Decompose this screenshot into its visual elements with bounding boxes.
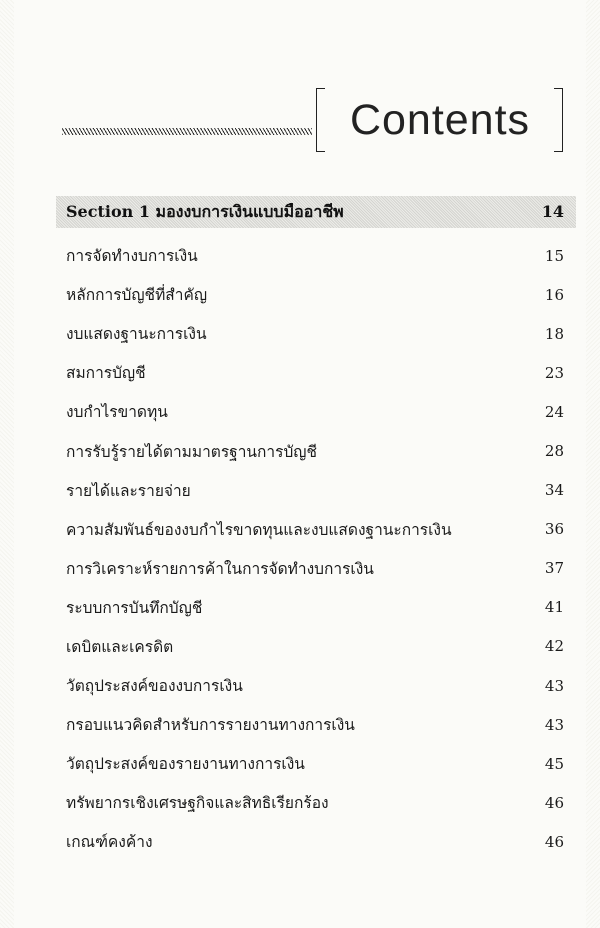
toc-entry-page: 43	[544, 676, 564, 695]
toc-entry-page: 28	[544, 442, 564, 461]
header-bracket-right	[554, 88, 563, 152]
toc-entry[interactable]	[66, 783, 564, 822]
toc-entry-title: การจัดทำงบการเงิน	[66, 247, 198, 266]
toc-entry-page: 46	[544, 832, 564, 851]
toc-entry-page: 46	[544, 793, 564, 812]
header-bracket-left	[316, 88, 325, 152]
section-title: Section 1 มองงบการเงินแบบมืออาชีพ	[66, 202, 344, 221]
toc-entry-page: 18	[544, 324, 564, 343]
toc-entry[interactable]	[66, 275, 564, 314]
toc-entry-page: 37	[544, 559, 564, 578]
toc-entry[interactable]	[66, 666, 564, 705]
toc-entry-title: การรับรู้รายได้ตามมาตรฐานการบัญชี	[66, 442, 318, 461]
toc-entry-page: 45	[544, 754, 564, 773]
toc-entry-page: 43	[544, 715, 564, 734]
toc-entry-title: เกณฑ์คงค้าง	[66, 833, 153, 852]
toc-entry-title: ทรัพยากรเชิงเศรษฐกิจและสิทธิเรียกร้อง	[66, 794, 329, 813]
toc-entry-page: 15	[544, 246, 564, 265]
toc-entry[interactable]	[66, 236, 564, 275]
toc-entry-title: ความสัมพันธ์ของงบกำไรขาดทุนและงบแสดงฐานะการเงิน	[66, 520, 452, 539]
toc-entry[interactable]	[66, 627, 564, 666]
toc-entry-title: งบแสดงฐานะการเงิน	[66, 325, 207, 344]
header-hatch-rule	[62, 128, 312, 135]
toc-entry[interactable]	[66, 549, 564, 588]
toc-entry[interactable]	[66, 822, 564, 861]
toc-entry-title: สมการบัญชี	[66, 364, 146, 383]
toc-entry[interactable]	[66, 431, 564, 470]
paper-edge-left	[0, 0, 14, 928]
toc-entry-page: 34	[544, 481, 564, 500]
toc-entry-title: เดบิตและเครดิต	[66, 637, 174, 656]
toc-entry-title: การวิเคราะห์รายการค้าในการจัดทำงบการเงิน	[66, 559, 374, 578]
toc-entry[interactable]	[66, 705, 564, 744]
toc-entry-title: วัตถุประสงค์ของรายงานทางการเงิน	[66, 755, 305, 774]
toc-entry-page: 36	[544, 520, 564, 539]
toc-entry-title: รายได้และรายจ่าย	[66, 481, 191, 500]
toc-entry-page: 42	[544, 637, 564, 656]
page-title: Contents	[349, 96, 531, 144]
toc-entry-title: กรอบแนวคิดสำหรับการรายงานทางการเงิน	[66, 716, 355, 735]
toc-entry-title: งบกำไรขาดทุน	[66, 403, 168, 422]
toc-entry[interactable]	[66, 353, 564, 392]
toc-entry-title: วัตถุประสงค์ของงบการเงิน	[66, 677, 243, 696]
toc-entry[interactable]	[66, 744, 564, 783]
paper-edge-right	[586, 0, 600, 928]
toc-entry-title: หลักการบัญชีที่สำคัญ	[66, 286, 208, 305]
toc-entry-title: ระบบการบันทึกบัญชี	[66, 598, 203, 617]
toc-list	[66, 236, 564, 862]
toc-entry-page: 41	[544, 598, 564, 617]
toc-entry[interactable]	[66, 471, 564, 510]
toc-entry[interactable]	[66, 314, 564, 353]
toc-entry[interactable]	[66, 392, 564, 431]
toc-entry-page: 16	[544, 285, 564, 304]
section-page-number: 14	[541, 202, 564, 221]
toc-entry-page: 24	[544, 402, 564, 421]
toc-entry[interactable]	[66, 510, 564, 549]
toc-entry[interactable]	[66, 588, 564, 627]
toc-entry-page: 23	[544, 363, 564, 382]
